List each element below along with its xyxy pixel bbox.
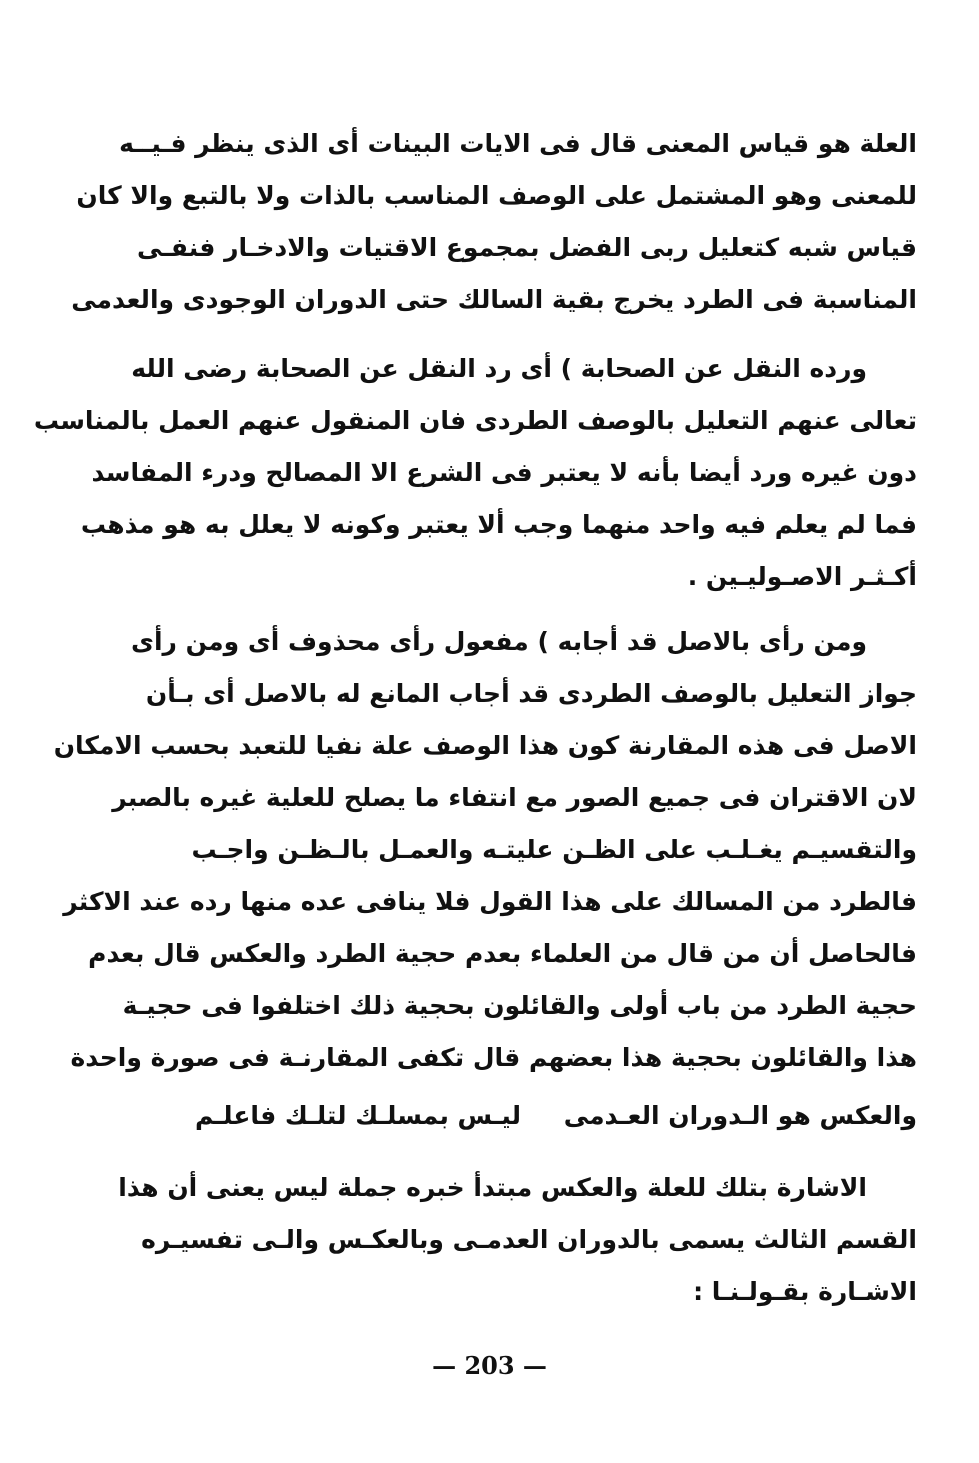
text-line: تعالى عنهم التعليل بالوصف الطردى فان المنقول عنهم العمل بالمناسب [33, 406, 917, 435]
paragraph-1 [71, 118, 917, 326]
paragraph-3 [53, 616, 917, 1084]
text-line: ورده النقل عن الصحابة ) أى رد النقل عن الصحابة رضى الله [131, 354, 867, 383]
text-line: العلة هو قياس المعنى قال فى الايات البينات أى الذى ينظر فـيــه [119, 129, 917, 158]
text-line: فما لم يعلم فيه واحد منهما وجب ألا يعتبر وكونه لا يعلل به هو مذهب [80, 510, 917, 539]
text-line: أكـثـر الاصـوليـين . [687, 562, 917, 591]
text-line: فالحاصل أن من قال من العلماء بعدم حجية الطرد والعكس قال بعدم [88, 939, 917, 968]
text-line: الاشارة بتلك للعلة والعكس مبتدأ خبره جملة ليس يعنى أن هذا [118, 1173, 867, 1202]
paragraph-4 [118, 1162, 917, 1318]
text-line: للمعنى وهو المشتمل على الوصف المناسب بالذات ولا بالتبع والا كان [76, 181, 917, 210]
text-line: الاصل فى هذه المقارنة كون هذا الوصف علة نفيا للتعبد بحسب الامكان [53, 731, 917, 760]
page-number: — 203 — [432, 1351, 547, 1380]
text-line: لان الاقتران فى جميع الصور مع انتفاء ما يصلح للعلية غيره بالصبر [112, 783, 917, 812]
text-line: القسم الثالث يسمى بالدوران العدمـى وبالعكـس والـى تفسيـره [141, 1225, 917, 1254]
text-line: قياس شبه كتعليل ربى الفضل بمجموع الاقتيات والادخـار فنفـى [136, 233, 917, 262]
text-line: والتقسيـم يغـلـب على الظـن عليتـه والعمـل بالـظـن واجـب [191, 835, 917, 864]
text-line: الاشـارة بقـولـنـا : [693, 1277, 917, 1306]
text-line: حجية الطرد من باب أولى والقائلون بحجية ذلك اختلفوا فى حجيـة [122, 991, 917, 1020]
verse-first-hemistich: والعكس هو الـدوران العـدمى [563, 1101, 917, 1130]
verse-line [195, 1090, 917, 1142]
paragraph-2 [33, 343, 917, 603]
text-line: دون غيره ورد أيضا بأنه لا يعتبر فى الشرع الا المصالح ودرء المفاسد [91, 458, 917, 487]
text-line: جواز التعليل بالوصف الطردى قد أجاب المانع له بالاصل أى بـأن [145, 679, 917, 708]
text-line: هذا والقائلون بحجية هذا بعضهم قال تكفى المقارنـة فى صورة واحدة [70, 1043, 917, 1072]
verse-second-hemistich: ليـس بمسلـك لتلـك فاعلـم [195, 1101, 522, 1130]
text-line: فالطرد من المسالك على هذا القول فلا ينافى عده منها رده عند الاكثر [63, 887, 917, 916]
text-line: ومن رأى بالاصل قد أجابه ) مفعول رأى محذوف أى ومن رأى [131, 627, 867, 656]
text-line: المناسبة فى الطرد يخرج بقية السالك حتى الدوران الوجودى والعدمى [71, 285, 917, 314]
